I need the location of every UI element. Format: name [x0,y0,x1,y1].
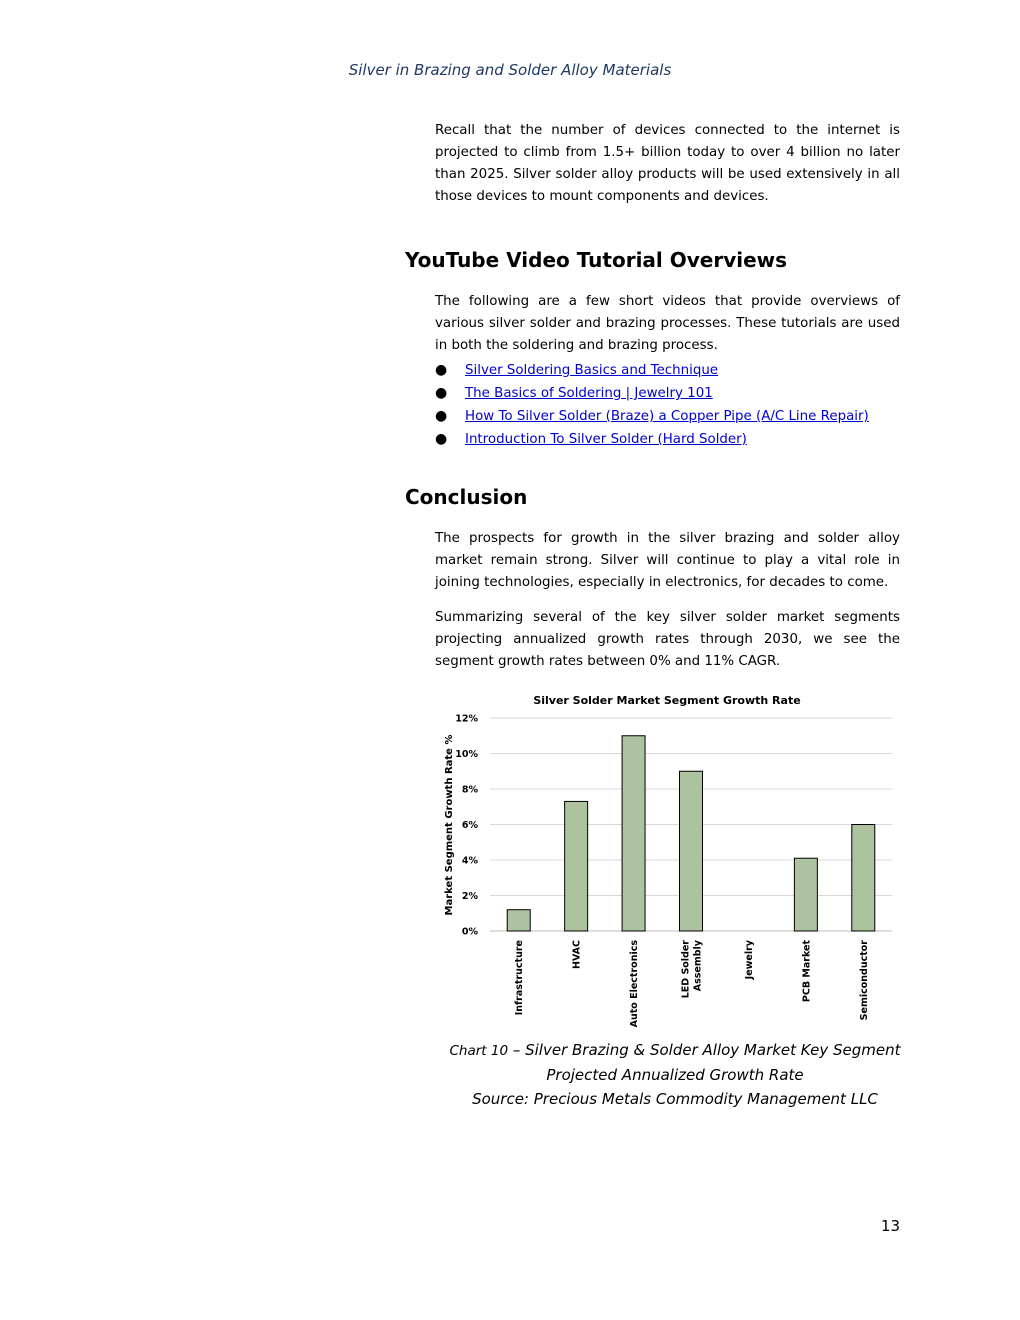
conclusion-heading: Conclusion [405,485,528,509]
youtube-section-paragraph: The following are a few short videos that provide overviews of various silver solder and brazing processes. These tutorials are used in both the soldering and brazing process. [435,294,900,353]
x-tick-label: Auto Electronics [629,940,641,1028]
running-header: Silver in Brazing and Solder Alloy Materials [348,61,672,79]
y-tick-label: 8% [461,784,478,796]
bar-pcb-market [794,858,817,931]
tutorial-link-2[interactable]: The Basics of Soldering | Jewelry 101 [465,386,713,401]
y-tick-label: 4% [461,855,478,867]
bar-led-solder-assembly [680,771,703,931]
list-item [435,359,905,382]
chart-caption [440,1038,910,1111]
y-tick-label: 2% [461,891,478,902]
list-item [435,428,905,451]
x-category-label [801,940,812,1003]
x-tick-label: Semiconductor [858,940,870,1021]
bullet-icon: ● [435,385,448,401]
list-item [435,405,905,428]
bullet-icon: ● [435,408,448,424]
x-category-label [744,939,755,980]
x-tick-label: LED Solder [680,940,692,999]
conclusion-paragraph-1: The prospects for growth in the silver brazing and solder alloy market remain strong. Silver will continue to play a vital role in joining technologies, especially in electronics, for decades to come. [435,531,900,590]
page-number: 13 [880,1217,900,1235]
x-tick-label: Jewelry [743,940,755,980]
caption-line-1 [440,1038,910,1063]
bullet-icon: ● [435,362,448,378]
caption-label: Chart 10 [449,1043,509,1059]
y-tick-label: 12% [455,713,478,725]
x-category-label [859,940,870,1021]
list-item [435,382,905,405]
growth-rate-chart [435,686,905,1031]
x-category-label [572,940,583,969]
bar-semiconductor [852,825,875,932]
y-tick-label: 6% [461,820,478,831]
tutorial-link-1[interactable]: Silver Soldering Basics and Technique [465,363,719,378]
bullet-icon: ● [435,431,448,447]
tutorial-link-list [435,359,905,451]
y-tick-label: 10% [455,749,478,760]
conclusion-paragraph-2: Summarizing several of the key silver solder market segments projecting annualized growth rates through 2030, we see the segment growth rates between 0% and 11% CAGR. [435,610,900,669]
chart-title: Silver Solder Market Segment Growth Rate [533,694,801,707]
caption-line-1-text: – Silver Brazing & Solder Alloy Market Key Segment [508,1041,901,1059]
bar-infrastructure [507,910,530,931]
tutorial-link-3[interactable]: How To Silver Solder (Braze) a Copper Pipe (A/C Line Repair) [465,409,869,424]
y-tick-label: 0% [461,926,478,938]
x-category-label [514,940,525,1015]
caption-source: Source: Precious Metals Commodity Management LLC [472,1090,878,1108]
intro-paragraph: Recall that the number of devices connected to the internet is projected to climb from 1.5+ billion today to over 4 billion no later than 2025. Silver solder alloy products will be used extensively in all those devices to mount components and devices. [435,123,900,204]
bar-hvac [565,801,588,931]
x-tick-label: Assembly [692,940,704,992]
tutorial-link-4[interactable]: Introduction To Silver Solder (Hard Solder) [465,432,747,447]
x-category-label [629,940,640,1028]
chart-y-axis-label: Market Segment Growth Rate % [444,734,455,916]
x-tick-label: PCB Market [801,940,813,1003]
bar-auto-electronics [622,736,645,931]
x-tick-label: HVAC [571,940,583,969]
x-tick-label: Infrastructure [514,940,526,1016]
x-category-label [681,939,704,998]
caption-line-2: Projected Annualized Growth Rate [546,1066,804,1084]
youtube-section-heading: YouTube Video Tutorial Overviews [405,248,788,272]
